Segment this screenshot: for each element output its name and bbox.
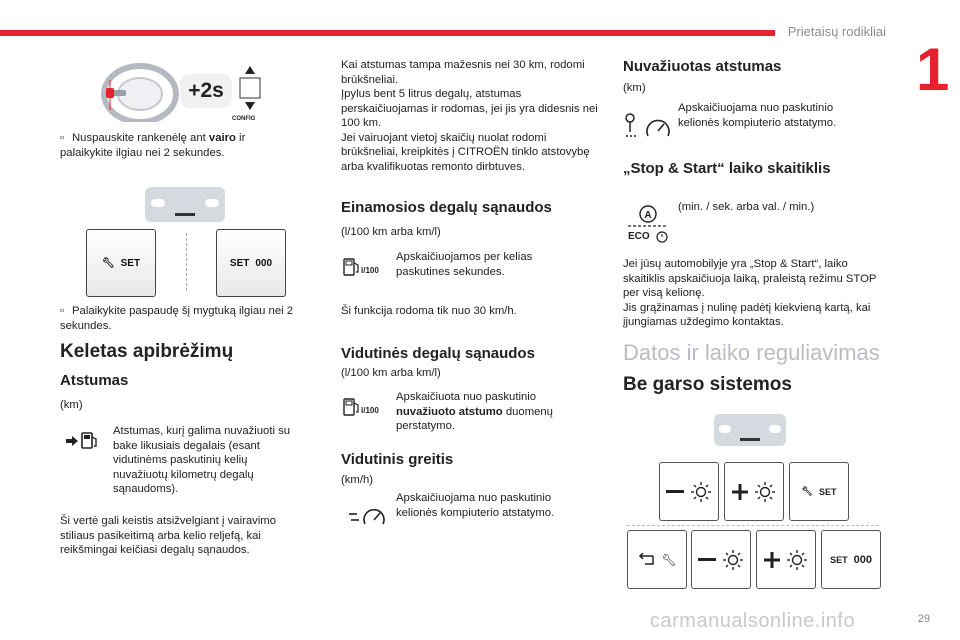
average-consumption-title: Vidutinės degalų sąnaudos <box>341 345 535 362</box>
stop-start-description: Jei jūsų automobilyje yra „Stop & Start“, laiko skaitiklis apskaičiuoja laiką, praleistą režimu STOP per visą kelionę. Jis grąžinamas į nulinę padėtį kiekvieną kartą, kai įjungiamas uždegimo kontaktas. <box>623 258 877 328</box>
distance-travelled-title: Nuvažiuotas atstumas <box>623 58 782 75</box>
distance-unit: (km) <box>60 399 83 411</box>
distance-description: Atstumas, kurį galima nuvažiuoti su bake likusiais degalais (esant vidutinėms paskutinių kelių nuvažiuotų kilometrų degalų sąnaudoms). <box>113 425 291 495</box>
wrench-icon: 🔧︎ <box>661 552 677 567</box>
bullet-icon: ▫ <box>60 132 65 144</box>
instrument-cluster-illustration <box>145 187 225 222</box>
set-button-right[interactable]: 🔧︎ SET <box>789 462 849 521</box>
plus-icon <box>764 552 780 568</box>
average-consumption-unit: (l/100 km arba km/l) <box>341 367 441 379</box>
page-number: 29 <box>917 613 930 625</box>
average-speed-title: Vidutinis greitis <box>341 451 454 468</box>
definitions-title: Keletas apibrėžimų <box>60 341 234 362</box>
wrench-icon: 🔧︎ <box>801 486 813 496</box>
bullet-icon: ▫ <box>60 305 65 317</box>
minus-icon <box>666 490 684 494</box>
header-red-bar <box>0 30 775 36</box>
back-arrow-icon <box>637 553 655 567</box>
average-speed-description: Apskaičiuojama nuo paskutinio kelionės kompiuterio atstatymo. <box>396 492 555 519</box>
config-label: CONFIG <box>232 116 256 122</box>
wrench-icon: 🔧︎ <box>101 257 115 269</box>
brightness-decrease-button[interactable] <box>659 462 719 521</box>
stop-start-unit: (min. / sek. arba val. / min.) <box>678 201 815 213</box>
stop-start-title: „Stop & Start“ laiko skaitiklis <box>623 160 831 177</box>
current-consumption-unit: (l/100 km arba km/l) <box>341 226 441 238</box>
up-down-arrows-icon <box>236 64 264 120</box>
fuel-range-icon <box>66 431 100 456</box>
instrument-cluster-illustration <box>714 414 786 446</box>
set-button[interactable]: 🔧︎ SET <box>86 229 156 297</box>
page-header-title: Prietaisų rodikliai <box>787 24 886 39</box>
distance-travelled-description: Apskaičiuojama nuo paskutinio kelionės kompiuterio atstatymo. <box>678 102 837 129</box>
distance-travelled-unit: (km) <box>623 82 646 94</box>
instruction-2: ▫ Palaikykite paspaudę šį mygtuką ilgiau nei 2 sekundes. <box>60 305 294 332</box>
config-button <box>232 64 264 122</box>
back-wrench-button[interactable] <box>627 530 687 589</box>
average-consumption-description: Apskaičiuota nuo paskutinio nuvažiuoto atstumo duomenų perstatymo. <box>396 391 553 432</box>
no-audio-title: Be garso sistemos <box>623 374 792 395</box>
watermark: carmanualsonline.info <box>650 610 856 632</box>
range-intro-text: Kai atstumas tampa mažesnis nei 30 km, rodomi brūkšneliai. Įpylus bent 5 litrus degalų, atstumas perskaičiuojamas ir rodomas, jei jis yra didesnis nei 100 km. Jei vairuojant vietoj skaičių nuolat rodomi brūkšneliai, kreipkitės į CITROËN tinklo atstovybę arba kvalifikuotas remonto dirbtuves. <box>341 59 598 173</box>
minus-icon <box>698 558 716 562</box>
plus-icon <box>732 484 748 500</box>
steering-wheel-icon <box>100 60 180 122</box>
distance-title: Atstumas <box>60 372 129 389</box>
brightness-icon <box>786 549 808 571</box>
distance-note: Ši vertė gali keistis atsižvelgiant į vairavimo stiliaus pasikeitimą arba kelio reljefą, kai reikšmingai keičiasi degalų sąnaudos. <box>60 515 276 556</box>
fuel-consumption-icon: l/100 <box>343 396 393 420</box>
date-time-section-title: Datos ir laiko reguliavimas <box>623 340 880 365</box>
current-consumption-description: Apskaičiuojamos per kelias paskutines sekundes. <box>396 251 533 278</box>
svg-text:A: A <box>644 210 652 221</box>
divider <box>186 233 187 291</box>
current-consumption-title: Einamosios degalų sąnaudos <box>341 199 552 216</box>
brightness-icon <box>754 481 776 503</box>
stop-start-counter-icon: A ECO <box>626 204 670 244</box>
set-000-button[interactable]: SET 000 <box>216 229 286 297</box>
fuel-consumption-icon: l/100 <box>343 256 393 280</box>
hold-two-seconds-badge: +2s <box>180 74 232 108</box>
instruction-1: ▫ Nuspauskite rankenėlę ant vairo ir palaikykite ilgiau nei 2 sekundes. <box>60 132 246 159</box>
brightness-icon <box>690 481 712 503</box>
chapter-number: 1 <box>916 36 950 103</box>
dashed-divider <box>627 525 879 526</box>
brightness-icon <box>722 549 744 571</box>
set-000-button-right[interactable]: SET 000 <box>821 530 881 589</box>
brightness-increase-button[interactable] <box>724 462 784 521</box>
steering-config-illustration <box>100 60 270 125</box>
trip-distance-icon <box>624 112 672 145</box>
brightness-increase-button-2[interactable] <box>756 530 816 589</box>
brightness-decrease-button-2[interactable] <box>691 530 751 589</box>
average-speed-unit: (km/h) <box>341 474 374 486</box>
speedometer-icon <box>347 504 387 533</box>
current-consumption-note: Ši funkcija rodoma tik nuo 30 km/h. <box>341 305 517 317</box>
